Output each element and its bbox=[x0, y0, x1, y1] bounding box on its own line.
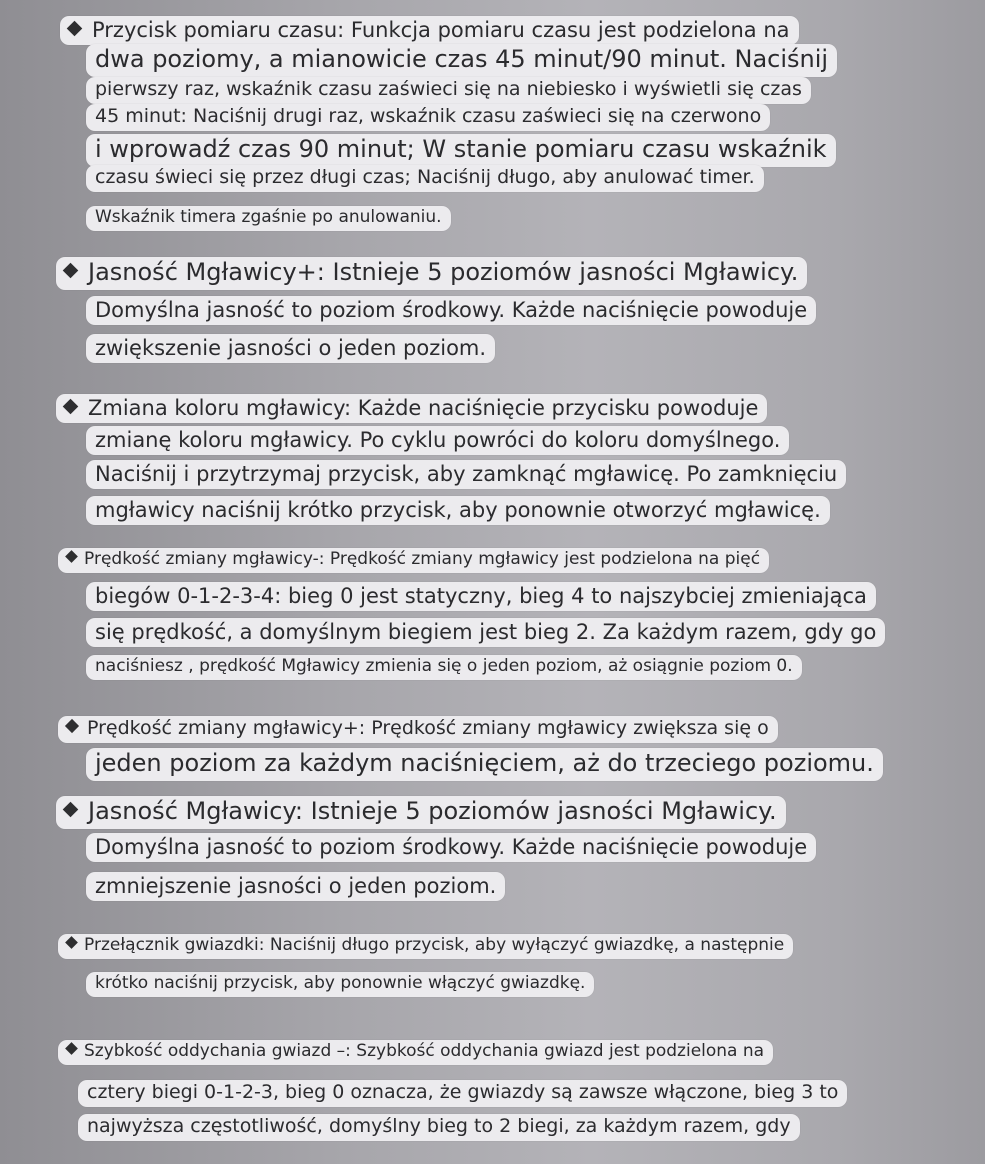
text-line: Prędkość zmiany mgławicy+: Prędkość zmiany mgławicy zwiększa się o bbox=[58, 716, 778, 743]
text-line: zmianę koloru mgławicy. Po cyklu powróci do koloru domyślnego. bbox=[86, 426, 789, 455]
text-line: Zmiana koloru mgławicy: Każde naciśnięcie przycisku powoduje bbox=[56, 394, 767, 423]
diamond-bullet-icon bbox=[63, 262, 79, 278]
text-line: cztery biegi 0-1-2-3, bieg 0 oznacza, że gwiazdy są zawsze włączone, bieg 3 to bbox=[78, 1080, 847, 1107]
text-line: czasu świeci się przez długi czas; Naciśnij długo, aby anulować timer. bbox=[86, 165, 764, 192]
text-line: Naciśnij i przytrzymaj przycisk, aby zamknąć mgławicę. Po zamknięciu bbox=[86, 460, 846, 489]
text-line: Przełącznik gwiazdki: Naciśnij długo przycisk, aby wyłączyć gwiazdkę, a następnie bbox=[58, 934, 793, 959]
text-line: Jasność Mgławicy: Istnieje 5 poziomów jasności Mgławicy. bbox=[56, 796, 786, 829]
diamond-bullet-icon bbox=[65, 1042, 78, 1055]
text-line: mgławicy naciśnij krótko przycisk, aby ponownie otworzyć mgławicę. bbox=[86, 496, 830, 525]
text-line: zwiększenie jasności o jeden poziom. bbox=[86, 334, 495, 363]
text-line: dwa poziomy, a mianowicie czas 45 minut/90 minut. Naciśnij bbox=[86, 44, 837, 77]
text-line: Przycisk pomiaru czasu: Funkcja pomiaru czasu jest podzielona na bbox=[60, 16, 799, 45]
text-line: jeden poziom za każdym naciśnięciem, aż do trzeciego poziomu. bbox=[86, 748, 883, 781]
text-line: 45 minut: Naciśnij drugi raz, wskaźnik czasu zaświeci się na czerwono bbox=[86, 104, 770, 131]
text-line: Prędkość zmiany mgławicy-: Prędkość zmiany mgławicy jest podzielona na pięć bbox=[58, 548, 769, 573]
text-line: Domyślna jasność to poziom środkowy. Każde naciśnięcie powoduje bbox=[86, 296, 816, 325]
text-line: zmniejszenie jasności o jeden poziom. bbox=[86, 872, 505, 901]
diamond-bullet-icon bbox=[65, 550, 78, 563]
text-line: naciśniesz , prędkość Mgławicy zmienia się o jeden poziom, aż osiągnie poziom 0. bbox=[86, 655, 802, 680]
text-line: i wprowadź czas 90 minut; W stanie pomiaru czasu wskaźnik bbox=[86, 134, 836, 167]
text-line: Domyślna jasność to poziom środkowy. Każde naciśnięcie powoduje bbox=[86, 833, 816, 862]
text-line: biegów 0-1-2-3-4: bieg 0 jest statyczny, bieg 4 to najszybciej zmieniająca bbox=[86, 582, 876, 611]
diamond-bullet-icon bbox=[63, 398, 79, 414]
diamond-bullet-icon bbox=[67, 20, 83, 36]
diamond-bullet-icon bbox=[65, 718, 79, 732]
diamond-bullet-icon bbox=[65, 936, 78, 949]
text-line: się prędkość, a domyślnym biegiem jest bieg 2. Za każdym razem, gdy go bbox=[86, 618, 885, 647]
text-line: krótko naciśnij przycisk, aby ponownie włączyć gwiazdkę. bbox=[86, 972, 594, 997]
text-line: Szybkość oddychania gwiazd –: Szybkość oddychania gwiazd jest podzielona na bbox=[58, 1040, 773, 1065]
text-line: najwyższa częstotliwość, domyślny bieg to 2 biegi, za każdym razem, gdy bbox=[78, 1114, 800, 1141]
diamond-bullet-icon bbox=[63, 801, 79, 817]
text-line: Wskaźnik timera zgaśnie po anulowaniu. bbox=[86, 206, 451, 231]
text-line: pierwszy raz, wskaźnik czasu zaświeci się na niebiesko i wyświetli się czas bbox=[86, 77, 811, 104]
text-line: Jasność Mgławicy+: Istnieje 5 poziomów jasności Mgławicy. bbox=[56, 257, 807, 290]
